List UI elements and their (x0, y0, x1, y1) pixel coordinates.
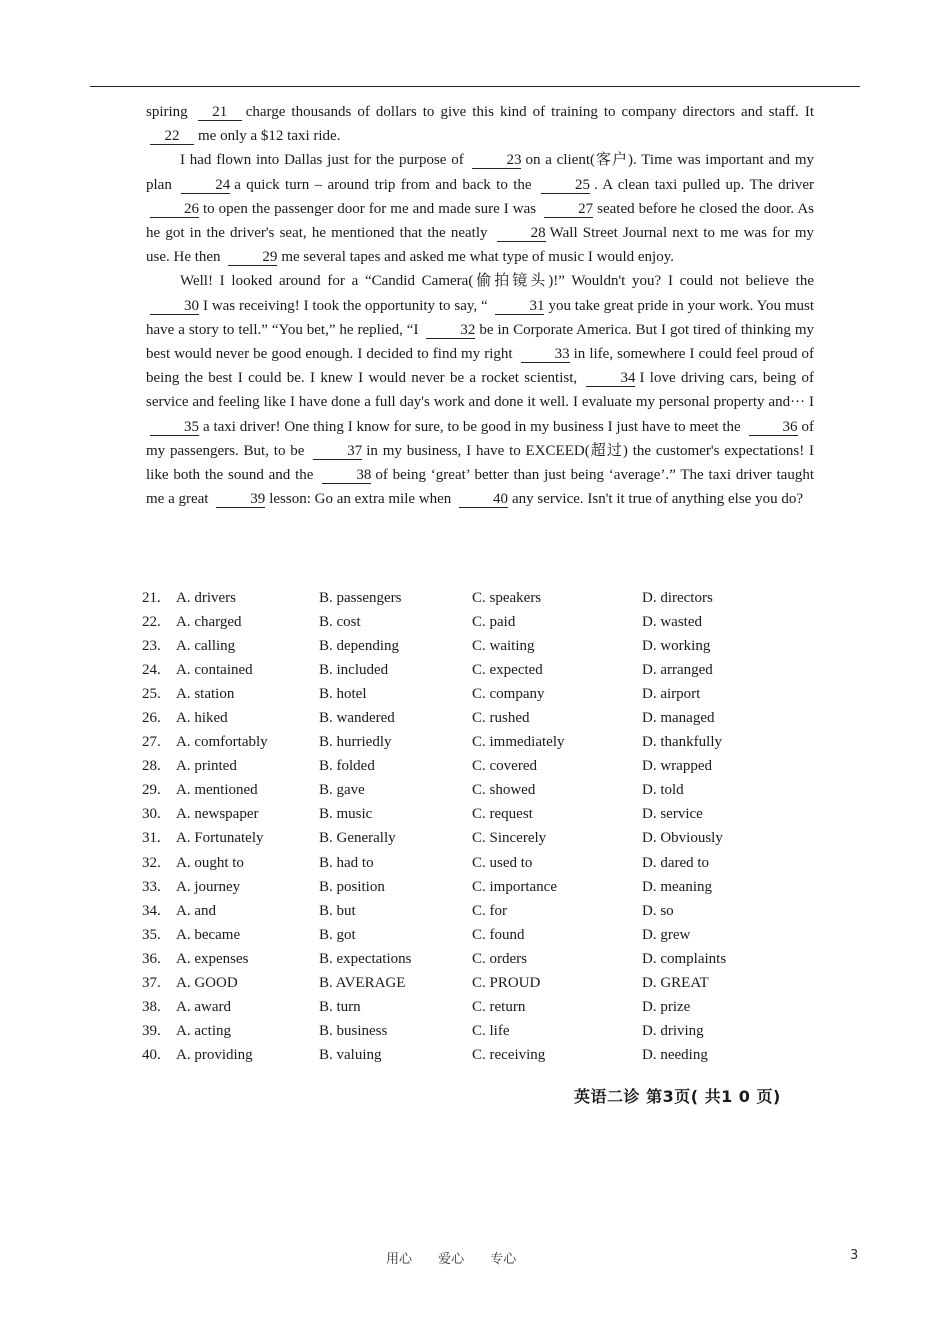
blank-31: 31 (495, 298, 544, 315)
question-number: 21. (142, 589, 161, 606)
passage-text: any service. Isn't it true of anything else you do? (512, 491, 803, 508)
option-d: D. prize (642, 999, 691, 1016)
blank-21: 21 (198, 104, 242, 121)
option-a: A. providing (176, 1047, 253, 1064)
question-number: 37. (142, 975, 161, 992)
question-number: 34. (142, 902, 161, 919)
option-a: A. award (176, 999, 231, 1016)
option-d: D. thankfully (642, 734, 722, 751)
question-number: 36. (142, 950, 161, 967)
passage-paragraph-2 (146, 148, 814, 269)
option-b: B. cost (319, 613, 361, 630)
option-row-35 (142, 923, 822, 947)
blank-28: 28 (497, 225, 546, 242)
option-row-30 (142, 803, 822, 827)
passage-text: you take great pride in your work. You must have a story to tell.” “You bet,” he replied, “I (146, 297, 815, 338)
question-number: 35. (142, 926, 161, 943)
option-b: B. gave (319, 782, 365, 799)
answer-options (142, 586, 822, 1068)
option-d: D. dared to (642, 854, 710, 871)
blank-33: 33 (521, 346, 570, 363)
option-b: B. hurriedly (319, 734, 392, 751)
option-row-23 (142, 634, 822, 658)
passage-text: of my passengers. But, to be (146, 418, 814, 459)
option-row-26 (142, 706, 822, 730)
option-d: D. Obviously (642, 830, 723, 847)
blank-40: 40 (459, 491, 508, 508)
blank-27: 27 (544, 201, 593, 218)
option-b: B. depending (319, 637, 399, 654)
option-c: C. found (472, 926, 525, 943)
question-number: 27. (142, 734, 161, 751)
page-number: 3 (850, 1248, 859, 1263)
question-number: 25. (142, 685, 161, 702)
header-rule (90, 86, 860, 87)
option-b: B. valuing (319, 1047, 382, 1064)
question-number: 40. (142, 1047, 161, 1064)
question-number: 38. (142, 999, 161, 1016)
option-c: C. PROUD (472, 975, 541, 992)
option-row-33 (142, 875, 822, 899)
option-b: B. position (319, 878, 385, 895)
passage-text: I was receiving! I took the opportunity to say, “ (203, 297, 492, 314)
blank-23: 23 (472, 152, 521, 169)
option-b: B. had to (319, 854, 374, 871)
option-row-39 (142, 1020, 822, 1044)
option-b: B. business (319, 1023, 388, 1040)
cloze-passage (146, 100, 814, 511)
option-c: C. receiving (472, 1047, 546, 1064)
passage-text: on a client(客户). Time was important and my plan (146, 152, 814, 193)
blank-29: 29 (228, 249, 277, 266)
option-row-29 (142, 779, 822, 803)
option-b: B. hotel (319, 685, 367, 702)
passage-text: of being ‘great’ better than just being ‘average’.” The taxi driver taught me a great (146, 467, 814, 508)
option-b: B. passengers (319, 589, 402, 606)
option-row-32 (142, 851, 822, 875)
option-c: C. waiting (472, 637, 535, 654)
question-number: 26. (142, 710, 161, 727)
blank-35: 35 (150, 419, 199, 436)
blank-24: 24 (181, 177, 230, 194)
option-d: D. wrapped (642, 758, 712, 775)
option-d: D. GREAT (642, 975, 709, 992)
option-b: B. music (319, 806, 373, 823)
option-a: A. ought to (176, 854, 244, 871)
option-row-28 (142, 755, 822, 779)
option-a: A. printed (176, 758, 237, 775)
option-b: B. wandered (319, 710, 395, 727)
option-c: C. orders (472, 950, 527, 967)
passage-text: me only a $12 taxi ride. (198, 128, 341, 145)
option-d: D. needing (642, 1047, 708, 1064)
option-b: B. included (319, 661, 389, 678)
option-c: C. paid (472, 613, 516, 630)
option-c: C. company (472, 685, 545, 702)
option-a: A. and (176, 902, 216, 919)
option-c: C. immediately (472, 734, 565, 751)
blank-25: 25 (541, 177, 590, 194)
option-a: A. Fortunately (176, 830, 264, 847)
blank-22: 22 (150, 128, 194, 145)
question-number: 31. (142, 830, 161, 847)
option-c: C. request (472, 806, 533, 823)
footer-motto: 用心 爱心 专心 (386, 1252, 517, 1267)
option-b: B. turn (319, 999, 361, 1016)
option-row-25 (142, 682, 822, 706)
blank-36: 36 (749, 419, 798, 436)
option-b: B. AVERAGE (319, 975, 406, 992)
option-a: A. station (176, 685, 235, 702)
option-a: A. calling (176, 637, 236, 654)
option-c: C. covered (472, 758, 537, 775)
passage-text: charge thousands of dollars to give this kind of training to company directors and staff. It (245, 104, 814, 120)
option-c: C. Sincerely (472, 830, 547, 847)
option-a: A. became (176, 926, 241, 943)
option-row-31 (142, 827, 822, 851)
option-b: B. but (319, 902, 356, 919)
option-a: A. newspaper (176, 806, 259, 823)
question-number: 23. (142, 637, 161, 654)
question-number: 33. (142, 878, 161, 895)
option-a: A. charged (176, 613, 242, 630)
option-d: D. driving (642, 1023, 704, 1040)
option-d: D. so (642, 902, 674, 919)
option-c: C. expected (472, 661, 543, 678)
passage-text: I love driving cars, being of service and feeling like I have done a full day's work and done it well. I evaluate my personal property and··· I (146, 370, 814, 411)
option-d: D. directors (642, 589, 713, 606)
blank-37: 37 (313, 443, 362, 460)
option-b: B. got (319, 926, 356, 943)
option-row-22 (142, 610, 822, 634)
option-row-36 (142, 947, 822, 971)
option-d: D. service (642, 806, 703, 823)
option-row-38 (142, 996, 822, 1020)
option-a: A. comfortably (176, 734, 268, 751)
blank-38: 38 (322, 467, 371, 484)
option-a: A. hiked (176, 710, 228, 727)
option-d: D. grew (642, 926, 691, 943)
passage-text: in my business, I have to EXCEED(超过) the customer's expectations! I like both the sound and the (146, 442, 814, 484)
option-c: C. showed (472, 782, 536, 799)
passage-text: to open the passenger door for me and made sure I was (203, 200, 541, 217)
option-a: A. journey (176, 878, 241, 895)
option-d: D. working (642, 637, 711, 654)
option-row-40 (142, 1044, 822, 1068)
passage-text: a quick turn – around trip from and back to the (234, 176, 537, 193)
option-b: B. expectations (319, 950, 412, 967)
option-b: B. folded (319, 758, 375, 775)
option-a: A. GOOD (176, 975, 238, 992)
question-number: 32. (142, 854, 161, 871)
passage-paragraph-1 (146, 100, 814, 148)
question-number: 29. (142, 782, 161, 799)
passage-text: Well! I looked around for a “Candid Camera(偷拍镜头)!” Wouldn't you? I could not believe the (180, 273, 814, 290)
option-row-24 (142, 658, 822, 682)
option-a: A. expenses (176, 950, 249, 967)
question-number: 24. (142, 661, 161, 678)
passage-paragraph-3 (146, 269, 814, 511)
option-d: D. meaning (642, 878, 712, 895)
option-a: A. acting (176, 1023, 231, 1040)
blank-26: 26 (150, 201, 199, 218)
option-c: C. rushed (472, 710, 530, 727)
blank-39: 39 (216, 491, 265, 508)
option-d: D. airport (642, 685, 701, 702)
option-c: C. used to (472, 854, 533, 871)
passage-text: I had flown into Dallas just for the purpose of (180, 152, 469, 169)
option-a: A. drivers (176, 589, 236, 606)
passage-text: spiring (146, 104, 194, 120)
option-a: A. mentioned (176, 782, 258, 799)
option-c: C. importance (472, 878, 557, 895)
option-c: C. speakers (472, 589, 542, 606)
question-number: 39. (142, 1023, 161, 1040)
passage-text: lesson: Go an extra mile when (269, 491, 456, 508)
question-number: 30. (142, 806, 161, 823)
passage-text: . A clean taxi pulled up. The driver (593, 176, 814, 193)
passage-text: me several tapes and asked me what type of music I would enjoy. (281, 249, 674, 266)
option-c: C. return (472, 999, 526, 1016)
passage-text: seated before he closed the door. As he got in the driver's seat, he mentioned that the neatly (146, 200, 814, 242)
option-d: D. complaints (642, 950, 727, 967)
page-label: 英语二诊 第3页( 共1 0 页) (574, 1087, 781, 1106)
option-row-27 (142, 731, 822, 755)
passage-text: Wall Street Journal next to me was for my use. He then (146, 225, 815, 266)
blank-32: 32 (426, 322, 475, 339)
option-d: D. wasted (642, 613, 702, 630)
passage-text: be in Corporate America. But I got tired of thinking my best would never be good enough. I decided to find my right (146, 321, 814, 363)
option-row-21 (142, 586, 822, 610)
option-d: D. arranged (642, 661, 713, 678)
option-d: D. managed (642, 710, 715, 727)
passage-text: a taxi driver! One thing I know for sure, to be good in my business I just have to meet the (203, 418, 745, 435)
blank-34: 34 (586, 370, 635, 387)
option-row-37 (142, 972, 822, 996)
blank-30: 30 (150, 298, 199, 315)
option-b: B. Generally (319, 830, 396, 847)
option-row-34 (142, 899, 822, 923)
option-c: C. for (472, 902, 507, 919)
question-number: 22. (142, 613, 161, 630)
option-c: C. life (472, 1023, 510, 1040)
question-number: 28. (142, 758, 161, 775)
option-a: A. contained (176, 661, 253, 678)
option-d: D. told (642, 782, 684, 799)
passage-text: in life, somewhere I could feel proud of being the best I could be. I knew I would never be a rocket scientist, (146, 346, 814, 387)
